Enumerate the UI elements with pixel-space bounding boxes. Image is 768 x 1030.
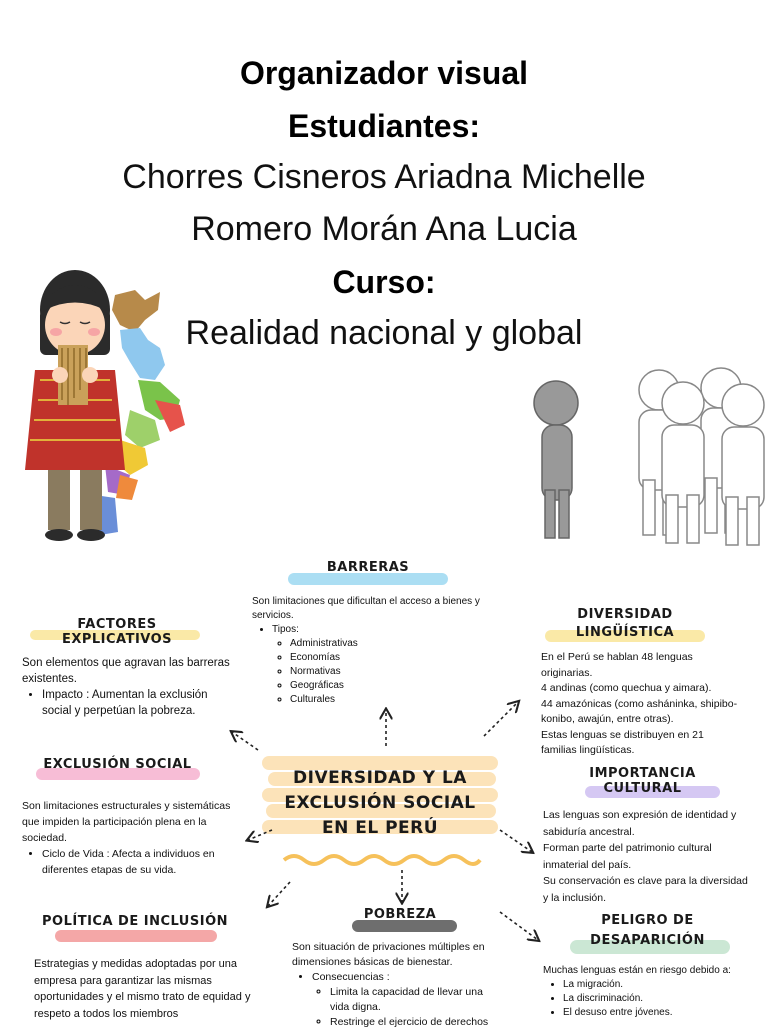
politica-title: POLÍTICA DE INCLUSIÓN xyxy=(42,914,228,929)
barreras-title: BARRERAS xyxy=(326,560,410,575)
arrow-to-importancia xyxy=(500,830,532,852)
peligro-text: Muchas lenguas están en riesgo debido a: xyxy=(543,965,731,976)
importancia-title: IMPORTANCIA CULTURAL xyxy=(589,766,696,796)
exclusion-people-illustration xyxy=(525,365,768,550)
peligro-title-line2: DESAPARICIÓN xyxy=(590,933,705,948)
exclusion-body xyxy=(22,798,238,878)
list-item: ◦ Restringe el ejercicio de derechos xyxy=(330,1015,504,1030)
arrow-to-peligro xyxy=(500,912,538,940)
exclusion-text: Son limitaciones estructurales y sistemáticas que impiden la participación plena en la sociedad. xyxy=(22,800,231,844)
doc-title: Organizador visual xyxy=(239,55,529,91)
diversidad-title xyxy=(545,606,705,642)
diversidad-title-line2: LINGÜÍSTICA xyxy=(575,625,675,640)
student-name-1: Chorres Cisneros Ariadna Michelle xyxy=(122,158,646,196)
list-item: ◦ Administrativas xyxy=(290,637,492,651)
politica-text: Estrategias y medidas adoptadas por una empresa para garantizar las mismas oportunidades y el mismo trato de equidad y respeto a todos los miembros xyxy=(34,958,251,1020)
course-label: Curso: xyxy=(332,264,436,300)
barreras-body xyxy=(252,595,492,707)
factores-text: Son elementos que agravan las barreras existentes. xyxy=(22,657,230,685)
list-item: • El desuso entre jóvenes. xyxy=(563,1006,758,1020)
factores-body xyxy=(22,655,234,719)
arrow-to-diversidad xyxy=(484,702,518,736)
diversidad-title-line1: DIVERSIDAD xyxy=(577,607,673,622)
list-item: ◦ Normativas xyxy=(290,665,492,679)
peligro-body xyxy=(543,964,758,1020)
barreras-tipos-label: • Tipos: ◦ Administrativas ◦ Economías ◦ Normativas ◦ Geográficas ◦ Culturales xyxy=(272,623,492,707)
pobreza-text: Son situación de privaciones múltiples en dimensiones básicas de bienestar. xyxy=(292,941,485,968)
list-item: • Ciclo de Vida : Afecta a individuos en diferentes etapas de su vida. xyxy=(42,846,238,878)
peligro-title xyxy=(560,911,735,951)
excluded-person-icon xyxy=(534,381,578,538)
diversidad-text: En el Perú se hablan 48 lenguas originarias. 4 andinas (como quechua y aimara). 44 amazónicas (como asháninka, shipibo-konibo, awajún, entre otras). Estas lenguas se distribuyen en 21 familias lingüísticas. xyxy=(541,651,738,756)
course-name: Realidad nacional y global xyxy=(185,314,583,352)
student-name-2: Romero Morán Ana Lucia xyxy=(191,210,577,248)
list-item: ◦ Economías xyxy=(290,651,492,665)
list-item: • Impacto : Aumentan la exclusión social y perpetúan la pobreza. xyxy=(42,687,234,719)
arrow-to-politica xyxy=(268,882,290,906)
arrow-to-exclusion xyxy=(248,830,272,840)
andean-musician-illustration xyxy=(20,270,195,550)
importancia-text: Las lenguas son expresión de identidad y sabiduría ancestral. Forman parte del patrimonio cultural inmaterial del país. Su conservación es clave para la diversidad y la inclusión. xyxy=(543,809,748,904)
list-item: ◦ Limita la capacidad de llevar una vida digna. xyxy=(330,985,504,1015)
peligro-title-line1: PELIGRO DE xyxy=(601,913,694,928)
arrow-to-factores xyxy=(232,732,258,750)
exclusion-title: EXCLUSIÓN SOCIAL xyxy=(43,757,192,772)
pobreza-title: POBREZA xyxy=(363,907,437,922)
students-label: Estudiantes: xyxy=(287,108,481,144)
list-item: ◦ Geográficas xyxy=(290,679,492,693)
barreras-text: Son limitaciones que dificultan el acceso a bienes y servicios. xyxy=(252,596,480,621)
pobreza-body xyxy=(292,940,504,1030)
list-item: • La discriminación. xyxy=(563,992,758,1006)
pobreza-cons-label: • Consecuencias : ◦ Limita la capacidad de llevar una vida digna. ◦ Restringe el ejercicio de derechos xyxy=(312,970,504,1030)
factores-title: FACTORES EXPLICATIVOS xyxy=(61,617,173,647)
center-title: DIVERSIDAD Y LA EXCLUSIÓN SOCIAL EN EL PERÚ xyxy=(284,768,476,838)
list-item: ◦ Culturales xyxy=(290,693,492,707)
group-people-icon xyxy=(639,368,764,545)
list-item: • La migración. xyxy=(563,978,758,992)
